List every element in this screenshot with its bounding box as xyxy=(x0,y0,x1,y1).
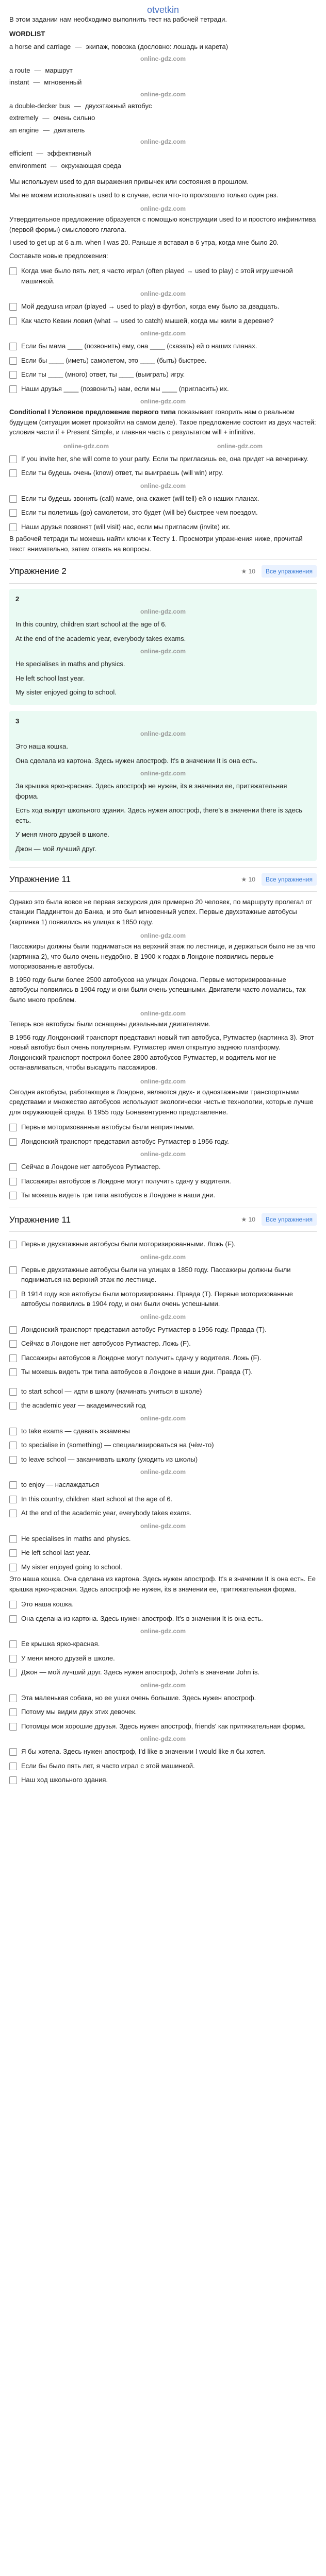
statements-list xyxy=(9,1120,317,1202)
vocab-item: instant — мгновенный xyxy=(9,78,82,86)
list-item: Сейчас в Лондоне нет автобусов Рутмастер. Ложь (F). xyxy=(9,1336,317,1351)
checkbox[interactable] xyxy=(9,1708,17,1716)
watermark: online-gdz.com xyxy=(140,1628,186,1635)
checkbox[interactable] xyxy=(9,1640,17,1648)
checkbox[interactable] xyxy=(9,1138,17,1146)
section-header xyxy=(9,559,317,584)
watermark: online-gdz.com xyxy=(140,730,186,737)
checkbox[interactable] xyxy=(9,1564,17,1571)
watermark: online-gdz.com xyxy=(140,1077,186,1085)
list-item: Лондонский транспорт представил автобус Рутмастер в 1956 году. Правда (T). xyxy=(9,1323,317,1337)
answers-list xyxy=(9,1237,317,1379)
card-line: Это наша кошка. xyxy=(15,742,68,750)
list-item: Ты можешь видеть три типа автобусов в Лондоне в наши дни. Правда (T). xyxy=(9,1365,317,1379)
list-item: Наши друзья позвонят (will visit) нас, если мы пригласим (invite) их. xyxy=(9,520,317,534)
list-item: Если бы мама ____ (позвонить) ему, она ____ (сказать) ей о наших планах. xyxy=(9,339,317,353)
watermark: online-gdz.com xyxy=(140,1414,186,1422)
list-item: Потомцы мои хорошие друзья. Здесь нужен апостроф, friends' как притяжательная форма. xyxy=(9,1719,317,1734)
site-logo[interactable] xyxy=(9,0,317,14)
checkbox[interactable] xyxy=(9,1241,17,1248)
watermark: online-gdz.com xyxy=(140,1522,186,1530)
checkbox[interactable] xyxy=(9,1762,17,1770)
list-item: to start school — идти в школу (начинать учиться в школе) xyxy=(9,1384,317,1399)
section-title: Упражнение 2 xyxy=(9,566,67,576)
closing-text: В рабочей тетради ты можешь найти ключи к Тесту 1. Просмотри упражнения ниже, прочитай текст внимательно, затем ответь на вопросы. xyxy=(9,535,303,553)
vocab-item: a double-decker bus — двухэтажный автобус xyxy=(9,101,152,110)
checkbox[interactable] xyxy=(9,371,17,379)
checkbox[interactable] xyxy=(9,509,17,517)
watermark: online-gdz.com xyxy=(140,290,186,297)
list-item: Если ты будешь звонить (call) маме, она скажет (will tell) ей о наших планах. xyxy=(9,492,317,506)
intro-text: В этом задании нам необходимо выполнить тест на рабочей тетради. xyxy=(9,15,227,23)
watermark: online-gdz.com xyxy=(217,442,263,450)
checkbox[interactable] xyxy=(9,523,17,531)
checkbox[interactable] xyxy=(9,1615,17,1623)
checkbox[interactable] xyxy=(9,1669,17,1676)
watermark: online-gdz.com xyxy=(140,1253,186,1261)
rating: ★ 10 xyxy=(241,567,255,575)
exercise-list xyxy=(9,264,317,396)
watermark: online-gdz.com xyxy=(140,55,186,62)
watermark: online-gdz.com xyxy=(140,398,186,405)
list-item: He left school last year. xyxy=(9,1546,317,1560)
conditional-text: Conditional I Условное предложение первого типа показывает говорить нам о реальном будущем (ситуация может произойти на самом деле). Такое предложение состоит из двух частей: условия части if + Present Simple, и главная часть с результатом will + infinitive. xyxy=(9,408,316,436)
card-line: At the end of the academic year, everybody takes exams. xyxy=(15,634,186,642)
checkbox[interactable] xyxy=(9,1748,17,1756)
list-item: Наш ход школьного здания. xyxy=(9,1773,317,1787)
card-line: In this country, children start school at the age of 6. xyxy=(15,620,167,628)
list-item: Наши друзья ____ (позвонить) нам, если мы ____ (пригласить) их. xyxy=(9,382,317,396)
watermark: online-gdz.com xyxy=(140,482,186,489)
watermark: online-gdz.com xyxy=(140,770,186,777)
checkbox[interactable] xyxy=(9,317,17,325)
grammar-p3: Утвердительное предложение образуется с помощью конструкции used to и простого инфинитива (первой формы) смыслового глагола. xyxy=(9,215,316,233)
checkbox[interactable] xyxy=(9,1388,17,1396)
checkbox[interactable] xyxy=(9,385,17,393)
list-item: Когда мне было пять лет, я часто играл (often played → used to play) с этой игрушечной машинкой. xyxy=(9,264,317,288)
list-item: Ее крышка ярко-красная. xyxy=(9,1637,317,1651)
checkbox[interactable] xyxy=(9,1776,17,1784)
list-item: Если бы было пять лет, я часто играл с этой машинкой. xyxy=(9,1759,317,1773)
checkbox[interactable] xyxy=(9,1291,17,1298)
grammar-p2: Мы не можем использовать used to в случае, если что-то произошло только один раз. xyxy=(9,191,279,199)
list-item: Мой дедушка играл (played → used to play) в футбол, когда ему было за двадцать. xyxy=(9,299,317,314)
rating: ★ 10 xyxy=(241,1216,255,1224)
list-item: Если ты полетишь (go) самолетом, это будет (will be) быстрее чем поездом. xyxy=(9,505,317,520)
text-paragraph: В 1956 году Лондонский транспорт представил новый тип автобуса, Рутмастер (картинка 3). Этот новый автобус был очень популярным. Рутмастер имел открытую заднюю платформу. Лондонский транспорт построил более 2800 автобусов Рутмастер, и водитель мог не останавливаться, чтобы высадить пассажиров. xyxy=(9,1033,314,1071)
text-paragraph: Пассажиры должны были подниматься на верхний этаж по лестнице, и держаться было не за что (картинка 2), что было очень неудобно. В 1900-х годах в Лондоне появились первые моторизованные автобусы. xyxy=(9,942,316,970)
list-item: Если ты ____ (много) ответ, ты ____ (выиграть) игру. xyxy=(9,367,317,382)
answer-card xyxy=(9,589,317,705)
vocab-answers xyxy=(9,1384,317,1574)
card-line: Она сделала из картона. Здесь нужен апостроф. It's в значении It is она есть. xyxy=(15,756,258,765)
final-list xyxy=(9,1597,317,1787)
vocab-item: environment — окружающая среда xyxy=(9,161,121,170)
answer-card xyxy=(9,711,317,861)
list-item: At the end of the academic year, everybody takes exams. xyxy=(9,1506,317,1520)
wordlist-heading: WORDLIST xyxy=(9,29,45,38)
vocab-item: efficient — эффективный xyxy=(9,149,91,157)
watermark: online-gdz.com xyxy=(140,138,186,145)
all-exercises-link[interactable]: Все упражнения xyxy=(262,565,317,578)
text-paragraph: Однако это была вовсе не первая экскурсия для примерно 20 человек, по маршруту пролегал от станции Паддингтон до Банка, и это был мгновенный успех. Первые двухэтажные автобусы (картинка 1) появились на улицах в 1850 году. xyxy=(9,897,313,926)
list-item: the academic year — академический год xyxy=(9,1398,317,1413)
card-number: 2 xyxy=(15,595,20,603)
checkbox[interactable] xyxy=(9,1655,17,1663)
list-item: Первые двухэтажные автобусы были на улицах в 1850 году. Пассажиры должны были подниматься на верхний этаж по лестнице. xyxy=(9,1263,317,1287)
watermark: online-gdz.com xyxy=(140,1681,186,1689)
list-item: If you invite her, she will come to your party. Если ты пригласишь ее, она придет на вечеринку. xyxy=(9,452,317,466)
checkbox[interactable] xyxy=(9,343,17,350)
card-number: 3 xyxy=(15,717,20,725)
list-item: В 1914 году все автобусы были моторизированы. Правда (T). Первые моторизованные автобусы появились в 1904 году, и они были очень успешными. xyxy=(9,1287,317,1311)
section-header xyxy=(9,867,317,892)
logo-text: otvetkin xyxy=(146,5,180,15)
vocab-item: a route — маршрут xyxy=(9,66,73,74)
list-item: Пассажиры автобусов в Лондоне могут получить сдачу у водителя. xyxy=(9,1174,317,1189)
text-paragraph: Это наша кошка. Она сделана из картона. Здесь нужен апостроф. It's в значении It is она есть. Ее крышка ярко-красная. Здесь апостроф не нужен, its в значении ее, притяжательная форма. xyxy=(9,1575,316,1593)
checkbox[interactable] xyxy=(9,455,17,463)
list-item: Если ты будешь очень (know) ответ, ты выиграешь (will win) игру. xyxy=(9,466,317,480)
checkbox[interactable] xyxy=(9,1340,17,1348)
list-item: Первые двухэтажные автобусы были моторизированными. Ложь (F). xyxy=(9,1237,317,1251)
list-item: to take exams — сдавать экзамены xyxy=(9,1424,317,1438)
checkbox[interactable] xyxy=(9,1368,17,1376)
rating: ★ 10 xyxy=(241,875,255,883)
list-item: Пассажиры автобусов в Лондоне могут получить сдачу у водителя. Ложь (F). xyxy=(9,1351,317,1365)
list-item: In this country, children start school at the age of 6. xyxy=(9,1492,317,1506)
list-item: Ты можешь видеть три типа автобусов в Лондоне в наши дни. xyxy=(9,1188,317,1202)
card-line: За крышка ярко-красная. Здесь апостроф не нужен, its в значении ее, притяжательная форма. xyxy=(15,782,287,800)
checkbox[interactable] xyxy=(9,1178,17,1185)
checkbox[interactable] xyxy=(9,1481,17,1489)
list-item: to specialise in (something) — специализироваться на (чём-то) xyxy=(9,1438,317,1452)
vocab-item: a horse and carriage — экипаж, повозка (дословно: лошадь и карета) xyxy=(9,43,229,50)
list-item: Лондонский транспорт представил автобус Рутмастер в 1956 году. xyxy=(9,1134,317,1149)
watermark: online-gdz.com xyxy=(140,1313,186,1320)
all-exercises-link[interactable]: Все упражнения xyxy=(262,873,317,886)
checkbox[interactable] xyxy=(9,1266,17,1274)
card-line: He specialises in maths and physics. xyxy=(15,660,125,668)
checkbox[interactable] xyxy=(9,1326,17,1334)
grammar-p5: Составьте новые предложения: xyxy=(9,251,108,260)
checkbox[interactable] xyxy=(9,1510,17,1517)
checkbox[interactable] xyxy=(9,469,17,477)
checkbox[interactable] xyxy=(9,267,17,275)
checkbox[interactable] xyxy=(9,1694,17,1702)
watermark: online-gdz.com xyxy=(140,330,186,337)
wordlist xyxy=(9,41,317,172)
checkbox[interactable] xyxy=(9,495,17,503)
checkbox[interactable] xyxy=(9,1124,17,1131)
section-header xyxy=(9,1208,317,1232)
list-item: He specialises in maths and physics. xyxy=(9,1532,317,1546)
checkbox[interactable] xyxy=(9,1402,17,1410)
checkbox[interactable] xyxy=(9,1192,17,1199)
all-exercises-link[interactable]: Все упражнения xyxy=(262,1213,317,1226)
list-item: Сейчас в Лондоне нет автобусов Рутмастер. xyxy=(9,1160,317,1174)
watermark: online-gdz.com xyxy=(140,90,186,98)
list-item: Я бы хотела. Здесь нужен апостроф, I'd like в значении I would like я бы хотел. xyxy=(9,1744,317,1759)
checkbox[interactable] xyxy=(9,1535,17,1543)
list-item: У меня много друзей в школе. xyxy=(9,1651,317,1666)
watermark: online-gdz.com xyxy=(140,608,186,615)
watermark: online-gdz.com xyxy=(140,648,186,655)
checkbox[interactable] xyxy=(9,1496,17,1503)
card-line: Джон — мой лучший друг. xyxy=(15,844,96,853)
card-line: У меня много друзей в школе. xyxy=(15,831,109,838)
section-title: Упражнение 11 xyxy=(9,874,71,884)
list-item: to enjoy — наслаждаться xyxy=(9,1478,317,1492)
watermark: online-gdz.com xyxy=(140,932,186,939)
list-item: Потому мы видим двух этих девочек. xyxy=(9,1705,317,1719)
grammar-p4: I used to get up at 6 a.m. when I was 20. Раньше я вставал в 6 утра, когда мне было 20. xyxy=(9,239,279,246)
grammar-p1: Мы используем used to для выражения привычек или состояния в прошлом. xyxy=(9,178,249,185)
checkbox[interactable] xyxy=(9,1456,17,1464)
card-line: Есть ход выкрут школьного здания. Здесь нужен апостроф, there's в значении there is здесь есть. xyxy=(15,806,302,824)
vocab-item: an engine — двигатель xyxy=(9,126,85,134)
checkbox[interactable] xyxy=(9,1723,17,1731)
checkbox[interactable] xyxy=(9,1428,17,1435)
list-item: Если бы ____ (иметь) самолетом, это ____ (быть) быстрее. xyxy=(9,353,317,368)
checkbox[interactable] xyxy=(9,1163,17,1171)
checkbox[interactable] xyxy=(9,1601,17,1608)
checkbox[interactable] xyxy=(9,1549,17,1557)
watermark: online-gdz.com xyxy=(63,442,109,450)
card-line: My sister enjoyed going to school. xyxy=(15,688,117,696)
checkbox[interactable] xyxy=(9,1442,17,1449)
checkbox[interactable] xyxy=(9,1354,17,1362)
text-paragraph: Теперь все автобусы были оснащены дизельными двигателями. xyxy=(9,1020,210,1028)
watermark: online-gdz.com xyxy=(140,205,186,212)
section-title: Упражнение 11 xyxy=(9,1214,71,1225)
list-item: Первые моторизованные автобусы были неприятными. xyxy=(9,1120,317,1134)
text-paragraph: Сегодня автобусы, работающие в Лондоне, являются двух- и одноэтажными транспортными средствами и множество автобусов используют экологически чистые технологии, которые лучше для окружающей среды. В 1955 году Бонавентуренно представление. xyxy=(9,1088,314,1116)
checkbox[interactable] xyxy=(9,357,17,365)
list-item: Она сделана из картона. Здесь нужен апостроф. It's в значении It is она есть. xyxy=(9,1612,317,1626)
text-paragraph: В 1950 году были более 2500 автобусов на улицах Лондона. Первые моторизированные автобусы появились в 1904 году и они были очень успешными. Двигатели часто ломались, так было много проблем. xyxy=(9,975,306,1004)
watermark: online-gdz.com xyxy=(140,1150,186,1158)
list-item: Эта маленькая собака, но ее ушки очень большие. Здесь нужен апостроф. xyxy=(9,1691,317,1705)
vocab-item: extremely — очень сильно xyxy=(9,114,95,122)
list-item: Джон — мой лучший друг. Здесь нужен апостроф, John's в значении John is. xyxy=(9,1665,317,1680)
examples-list xyxy=(9,452,317,534)
list-item: Это наша кошка. xyxy=(9,1597,317,1612)
watermark: online-gdz.com xyxy=(140,1735,186,1742)
list-item: My sister enjoyed going to school. xyxy=(9,1560,317,1574)
checkbox[interactable] xyxy=(9,303,17,311)
watermark: online-gdz.com xyxy=(140,1010,186,1017)
card-line: He left school last year. xyxy=(15,674,85,682)
list-item: Как часто Кевин ловил (what → used to catch) мышей, когда мы жили в деревне? xyxy=(9,314,317,328)
list-item: to leave school — заканчивать школу (уходить из школы) xyxy=(9,1452,317,1467)
watermark: online-gdz.com xyxy=(140,1468,186,1476)
